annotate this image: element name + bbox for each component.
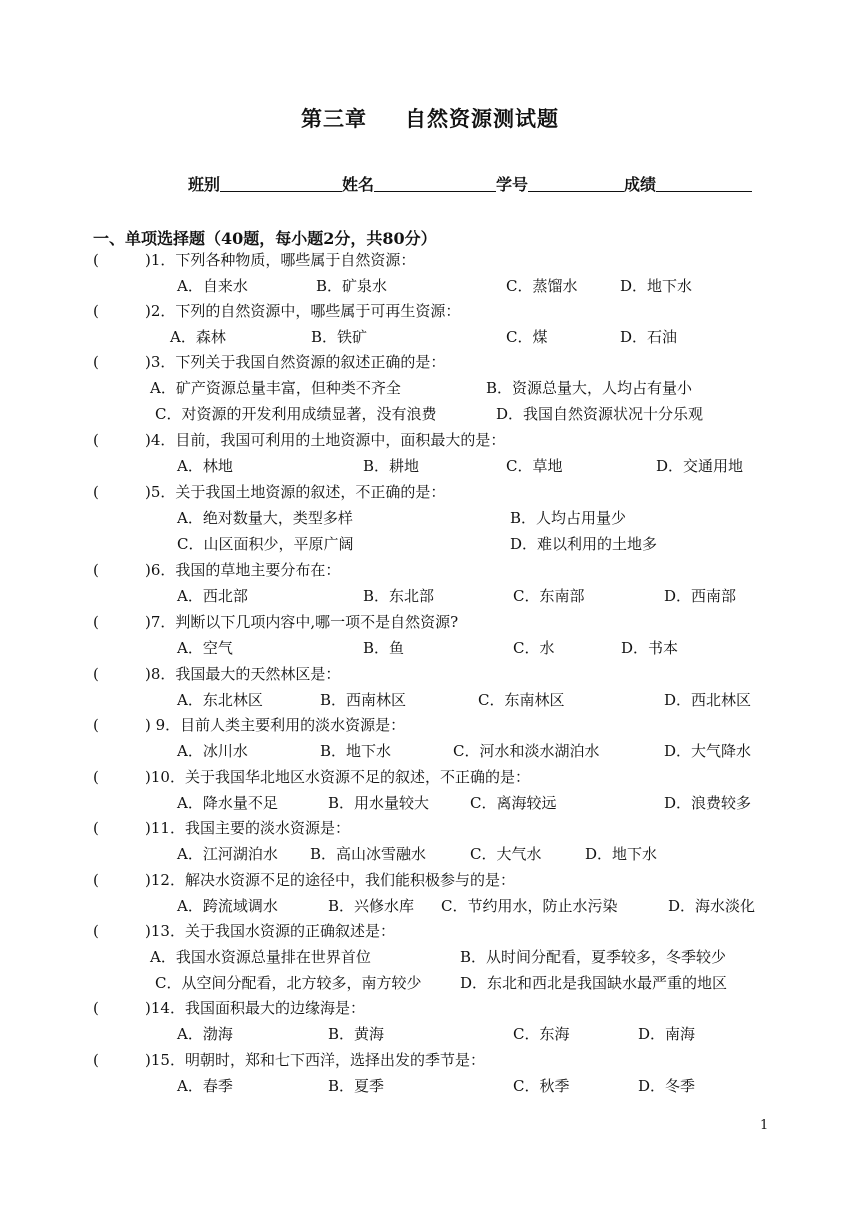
option[interactable]: C．从空间分配看，北方较多，南方较少 <box>155 974 422 992</box>
question-text: 关于我国华北地区水资源不足的叙述，不正确的是： <box>184 768 530 786</box>
option[interactable]: D．地下水 <box>620 277 693 295</box>
question-text: 目前人类主要利用的淡水资源是： <box>180 716 406 734</box>
option[interactable]: A．渤海 <box>177 1025 233 1043</box>
question-number: )1． <box>145 251 176 269</box>
question-number: )12． <box>145 871 185 889</box>
option[interactable]: B．铁矿 <box>311 328 368 346</box>
option[interactable]: A．江河湖泊水 <box>177 845 278 863</box>
question-number: )14． <box>145 999 185 1017</box>
test-title: 自然资源测试题 <box>405 106 559 131</box>
question-text: 下列的自然资源中，哪些属于可再生资源： <box>175 302 461 320</box>
question-stem <box>93 713 405 737</box>
option[interactable]: D．大气降水 <box>664 742 752 760</box>
question-stem <box>93 558 340 582</box>
option[interactable]: C．河水和淡水湖泊水 <box>453 742 600 760</box>
question-number: )11． <box>145 819 185 837</box>
option[interactable]: D．交通用地 <box>656 457 744 475</box>
page-number: 1 <box>760 1118 769 1133</box>
question-text: 判断以下几项内容中,哪一项不是自然资源? <box>175 613 459 631</box>
id-label: 学号 <box>496 175 529 194</box>
option[interactable]: A．自来水 <box>177 277 248 295</box>
answer-paren[interactable]: ( <box>93 302 99 320</box>
answer-paren[interactable]: ( <box>93 871 99 889</box>
id-blank[interactable] <box>528 175 624 192</box>
question-stem <box>93 350 445 374</box>
question-number: )6． <box>145 561 176 579</box>
answer-paren[interactable]: ( <box>93 483 99 501</box>
question-stem <box>93 662 340 686</box>
option[interactable]: A．冰川水 <box>177 742 248 760</box>
option[interactable]: C．节约用水，防止水污染 <box>441 897 618 915</box>
option[interactable]: B．地下水 <box>320 742 392 760</box>
question-text: 我国最大的天然林区是： <box>175 665 341 683</box>
option[interactable]: C．蒸馏水 <box>506 277 578 295</box>
question-stem <box>93 610 458 634</box>
question-text: 我国面积最大的边缘海是： <box>184 999 365 1017</box>
question-stem <box>93 765 530 789</box>
option[interactable]: A．跨流域调水 <box>177 897 278 915</box>
answer-paren[interactable]: ( <box>93 431 99 449</box>
question-text: 关于我国土地资源的叙述，不正确的是： <box>175 483 446 501</box>
option[interactable]: A．我国水资源总量排在世界首位 <box>150 948 371 966</box>
option[interactable]: C．大气水 <box>470 845 542 863</box>
question-text: 我国的草地主要分布在： <box>175 561 341 579</box>
question-number: )2． <box>145 302 176 320</box>
question-number: ) 9． <box>145 716 181 734</box>
option[interactable]: A．西北部 <box>177 587 248 605</box>
question-number: )10． <box>145 768 185 786</box>
option[interactable]: D．西北林区 <box>664 691 752 709</box>
answer-paren[interactable]: ( <box>93 353 99 371</box>
option[interactable]: D．浪费较多 <box>664 794 752 812</box>
option[interactable]: D．地下水 <box>585 845 658 863</box>
option[interactable]: D．冬季 <box>638 1077 696 1095</box>
option[interactable]: D．南海 <box>638 1025 696 1043</box>
answer-paren[interactable]: ( <box>93 561 99 579</box>
option[interactable]: C．煤 <box>506 328 548 346</box>
option[interactable]: B．矿泉水 <box>316 277 388 295</box>
option[interactable]: B．从时间分配看，夏季较多，冬季较少 <box>460 948 727 966</box>
class-label: 班别 <box>188 175 221 194</box>
chapter-label: 第三章 <box>301 106 367 131</box>
option[interactable]: B．夏季 <box>328 1077 385 1095</box>
question-number: )4． <box>145 431 176 449</box>
question-stem <box>93 299 460 323</box>
option[interactable]: B．耕地 <box>363 457 420 475</box>
answer-paren[interactable]: ( <box>93 999 99 1017</box>
question-text: 解决水资源不足的途径中，我们能积极参与的是： <box>184 871 515 889</box>
question-text: 关于我国水资源的正确叙述是： <box>184 922 395 940</box>
question-number: )7． <box>145 613 176 631</box>
answer-paren[interactable]: ( <box>93 716 99 734</box>
option[interactable]: D．难以利用的土地多 <box>510 535 658 553</box>
answer-paren[interactable]: ( <box>93 922 99 940</box>
option[interactable]: A．林地 <box>177 457 233 475</box>
question-number: )3． <box>145 353 176 371</box>
question-stem <box>93 248 415 272</box>
option[interactable]: B．兴修水库 <box>328 897 415 915</box>
question-number: )8． <box>145 665 176 683</box>
option[interactable]: A．森林 <box>170 328 226 346</box>
question-text: 下列关于我国自然资源的叙述正确的是： <box>175 353 446 371</box>
option[interactable]: C．东南部 <box>513 587 585 605</box>
option[interactable]: D．书本 <box>621 639 679 657</box>
answer-paren[interactable]: ( <box>93 1051 99 1069</box>
option[interactable]: B．用水量较大 <box>328 794 430 812</box>
question-text: 我国主要的淡水资源是： <box>184 819 350 837</box>
option[interactable]: C．秋季 <box>513 1077 570 1095</box>
answer-paren[interactable]: ( <box>93 819 99 837</box>
option[interactable]: B．鱼 <box>363 639 405 657</box>
option[interactable]: B．东北部 <box>363 587 435 605</box>
question-number: )5． <box>145 483 176 501</box>
question-stem <box>93 480 445 504</box>
page-title <box>0 103 860 133</box>
option[interactable]: C．对资源的开发利用成绩显著，没有浪费 <box>155 405 437 423</box>
option[interactable]: A．矿产资源总量丰富，但种类不齐全 <box>150 379 401 397</box>
question-stem <box>93 1048 485 1072</box>
option[interactable]: A．东北林区 <box>177 691 263 709</box>
question-text: 明朝时，郑和七下西洋，选择出发的季节是： <box>184 1051 485 1069</box>
option[interactable]: A．空气 <box>177 639 233 657</box>
student-info-row <box>188 172 752 195</box>
option[interactable]: C．山区面积少，平原广阔 <box>177 535 354 553</box>
question-number: )15． <box>145 1051 185 1069</box>
option[interactable]: C．东南林区 <box>478 691 565 709</box>
score-blank[interactable] <box>656 175 752 192</box>
option[interactable]: B．黄海 <box>328 1025 385 1043</box>
name-blank[interactable] <box>374 175 496 192</box>
section-title: 一、单项选择题（40题，每小题2分，共80分） <box>93 229 437 248</box>
answer-paren[interactable]: ( <box>93 251 99 269</box>
question-text: 目前，我国可利用的土地资源中，面积最大的是： <box>175 431 506 449</box>
class-blank[interactable] <box>220 175 342 192</box>
name-label: 姓名 <box>342 175 375 194</box>
question-stem <box>93 868 515 892</box>
option[interactable]: B．高山冰雪融水 <box>310 845 427 863</box>
option[interactable]: C．水 <box>513 639 555 657</box>
answer-paren[interactable]: ( <box>93 665 99 683</box>
option[interactable]: A．春季 <box>177 1077 233 1095</box>
answer-paren[interactable]: ( <box>93 768 99 786</box>
question-number: )13． <box>145 922 185 940</box>
option[interactable]: D．我国自然资源状况十分乐观 <box>496 405 704 423</box>
question-stem <box>93 816 350 840</box>
option[interactable]: D．东北和西北是我国缺水最严重的地区 <box>460 974 728 992</box>
option[interactable]: A．绝对数量大，类型多样 <box>177 509 353 527</box>
option[interactable]: C．离海较远 <box>470 794 557 812</box>
question-stem <box>93 428 505 452</box>
option[interactable]: B．资源总量大，人均占有量小 <box>486 379 693 397</box>
answer-paren[interactable]: ( <box>93 613 99 631</box>
option[interactable]: D．西南部 <box>664 587 737 605</box>
option[interactable]: D．石油 <box>620 328 678 346</box>
question-stem <box>93 919 395 943</box>
option[interactable]: A．降水量不足 <box>177 794 278 812</box>
option[interactable]: B．人均占用量少 <box>510 509 627 527</box>
option[interactable]: C．草地 <box>506 457 563 475</box>
score-label: 成绩 <box>624 175 657 194</box>
option[interactable]: C．东海 <box>513 1025 570 1043</box>
question-stem <box>93 996 365 1020</box>
option[interactable]: D．海水淡化 <box>668 897 756 915</box>
question-text: 下列各种物质，哪些属于自然资源： <box>175 251 416 269</box>
option[interactable]: B．西南林区 <box>320 691 407 709</box>
